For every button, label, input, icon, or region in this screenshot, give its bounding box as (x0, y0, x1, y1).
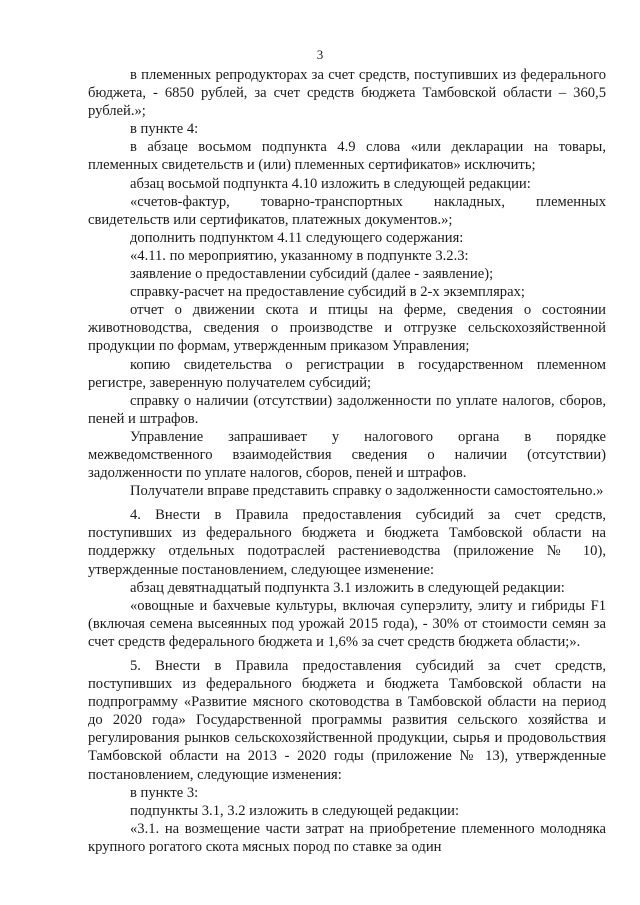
document-body (88, 66, 606, 856)
paragraph: дополнить подпунктом 4.11 следующего содержания: (130, 229, 464, 246)
page-number: 3 (316, 47, 324, 62)
paragraph: в племенных репродукторах за счет средств, поступивших из федерального бюджета, - 6850 рублей, за счет средств бюджета Тамбовской области – 360,5 рублей.»; (88, 67, 606, 120)
paragraph: подпункты 3.1, 3.2 изложить в следующей редакции: (130, 802, 459, 819)
paragraph: в пункте 3: (130, 784, 199, 801)
paragraph: справку о наличии (отсутствии) задолженности по уплате налогов, сборов, пеней и штрафов. (88, 392, 606, 427)
paragraph: «овощные и бахчевые культуры, включая суперэлиту, элиту и гибриды F1 (включая семена высеянных под урожай 2015 года), - 30% от стоимости семян за счет средств федерального бюджета и 1,6% за счет средств бюджета области;». (88, 597, 606, 650)
paragraph: «4.11. по мероприятию, указанному в подпункте 3.2.3: (130, 247, 469, 264)
paragraph: абзац восьмой подпункта 4.10 изложить в следующей редакции: (130, 175, 531, 192)
paragraph: справку-расчет на предоставление субсидий в 2-х экземплярах; (130, 284, 525, 301)
paragraph: 4. Внести в Правила предоставления субсидий за счет средств, поступивших из федерального бюджета и бюджета Тамбовской области на поддержку отдельных подотраслей растениеводства (приложение № 10), утвержденные постановлением, следующее изменение: (88, 507, 606, 578)
paragraph: отчет о движении скота и птицы на ферме, сведения о состоянии животноводства, сведения о производстве и отгрузке сельскохозяйственной продукции по формам, утвержденным приказом Управления; (88, 302, 606, 355)
paragraph: «3.1. на возмещение части затрат на приобретение племенного молодняка крупного рогатого скота мясных пород по ставке за один (88, 820, 606, 855)
paragraph: абзац девятнадцатый подпункта 3.1 изложить в следующей редакции: (130, 579, 565, 596)
paragraph: копию свидетельства о регистрации в государственном племенном регистре, заверенную получателем субсидий; (88, 356, 606, 391)
paragraph: «счетов-фактур, товарно-транспортных накладных, племенных свидетельств или сертификатов, платежных документов.»; (88, 193, 606, 228)
paragraph: Получатели вправе представить справку о задолженности самостоятельно.» (130, 483, 604, 500)
paragraph: в пункте 4: (130, 121, 199, 138)
paragraph: 5. Внести в Правила предоставления субсидий за счет средств, поступивших из федерального бюджета и бюджета Тамбовской области на подпрограмму «Развитие мясного скотоводства в Тамбовской области на период до 2020 года» Государственной программы развития сельского хозяйства и регулирования рынков сельскохозяйственной продукции, сырья и продовольствия Тамбовской области на 2013 - 2020 годы (приложение № 13), утвержденные постановлением, следующие изменения: (88, 658, 606, 783)
paragraph: Управление запрашивает у налогового органа в порядке межведомственного взаимодействия сведения о наличии (отсутствии) задолженности по уплате налогов, сборов, пеней и штрафов. (88, 428, 606, 482)
paragraph: заявление о предоставлении субсидий (далее - заявление); (130, 266, 494, 283)
paragraph: в абзаце восьмом подпункта 4.9 слова «или декларации на товары, племенных свидетельств и (или) племенных сертификатов» исключить; (88, 139, 606, 174)
